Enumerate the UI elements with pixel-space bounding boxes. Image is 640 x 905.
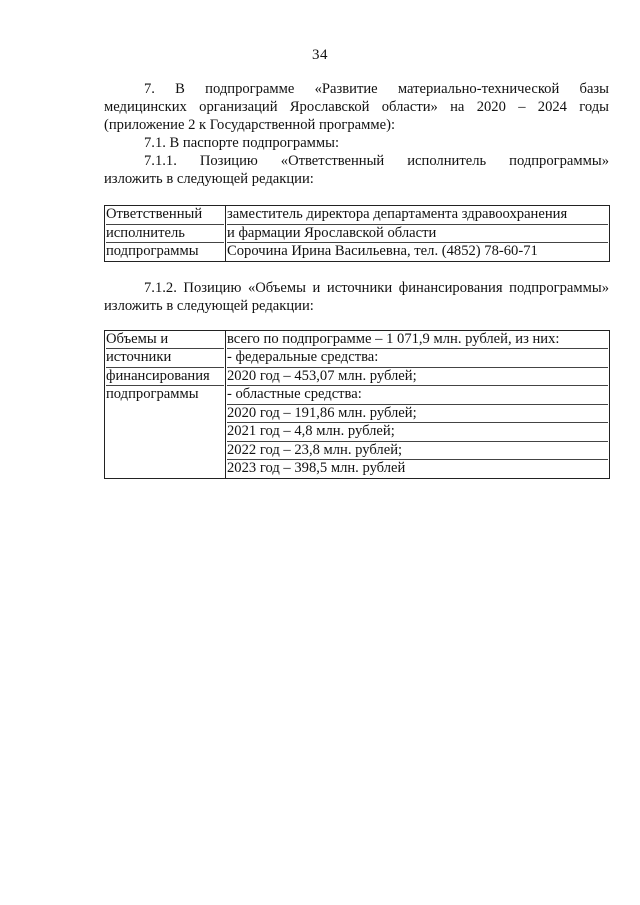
label-line: подпрограммы <box>106 243 199 259</box>
table-row <box>105 330 610 478</box>
table-value-cell <box>226 206 610 262</box>
label-line: Объемы и <box>106 331 224 350</box>
value-line: 2023 год – 398,5 млн. рублей <box>227 460 406 476</box>
label-line: источники <box>106 349 224 368</box>
value-line: - областные средства: <box>227 386 608 405</box>
table-label-cell <box>105 330 226 478</box>
label-line: подпрограммы <box>106 386 199 402</box>
table-value-cell <box>226 330 610 478</box>
document-body <box>104 80 609 479</box>
value-line: всего по подпрограмме – 1 071,9 млн. рублей, из них: <box>227 331 608 350</box>
value-line: 2020 год – 191,86 млн. рублей; <box>227 405 608 424</box>
label-line: финансирования <box>106 368 224 387</box>
item-7-1-1-line-1: 7.1.1. Позицию «Ответственный исполнитель подпрограммы» <box>144 153 609 169</box>
item-7-1-2-line-1: 7.1.2. Позицию «Объемы и источники финансирования подпрограммы» <box>144 279 609 296</box>
item-7-1-2-line-2: изложить в следующей редакции: <box>104 297 314 314</box>
label-line: исполнитель <box>106 225 224 244</box>
value-line: заместитель директора департамента здравоохранения <box>227 206 608 225</box>
table-label-cell <box>105 206 226 262</box>
item-7-1: 7.1. В паспорте подпрограммы: <box>144 135 340 151</box>
funding-table <box>104 330 610 479</box>
page-number: 34 <box>312 47 328 63</box>
value-line: и фармации Ярославской области <box>227 225 608 244</box>
label-line: Ответственный <box>106 206 224 225</box>
value-line: 2021 год – 4,8 млн. рублей; <box>227 423 608 442</box>
responsible-executor-table <box>104 205 610 262</box>
value-line: 2020 год – 453,07 млн. рублей; <box>227 368 608 387</box>
value-line: - федеральные средства: <box>227 349 608 368</box>
item-7-line-2: медицинских организаций Ярославской области» на 2020 – 2024 годы <box>104 99 609 115</box>
item-7-line-1: 7. В подпрограмме «Развитие материально-технической базы <box>144 81 609 97</box>
item-7-1-1-line-2: изложить в следующей редакции: <box>104 171 314 187</box>
value-line: Сорочина Ирина Васильевна, тел. (4852) 78-60-71 <box>227 243 538 259</box>
value-line: 2022 год – 23,8 млн. рублей; <box>227 442 608 461</box>
table-row <box>105 206 610 262</box>
item-7-line-3: (приложение 2 к Государственной программе): <box>104 117 396 133</box>
